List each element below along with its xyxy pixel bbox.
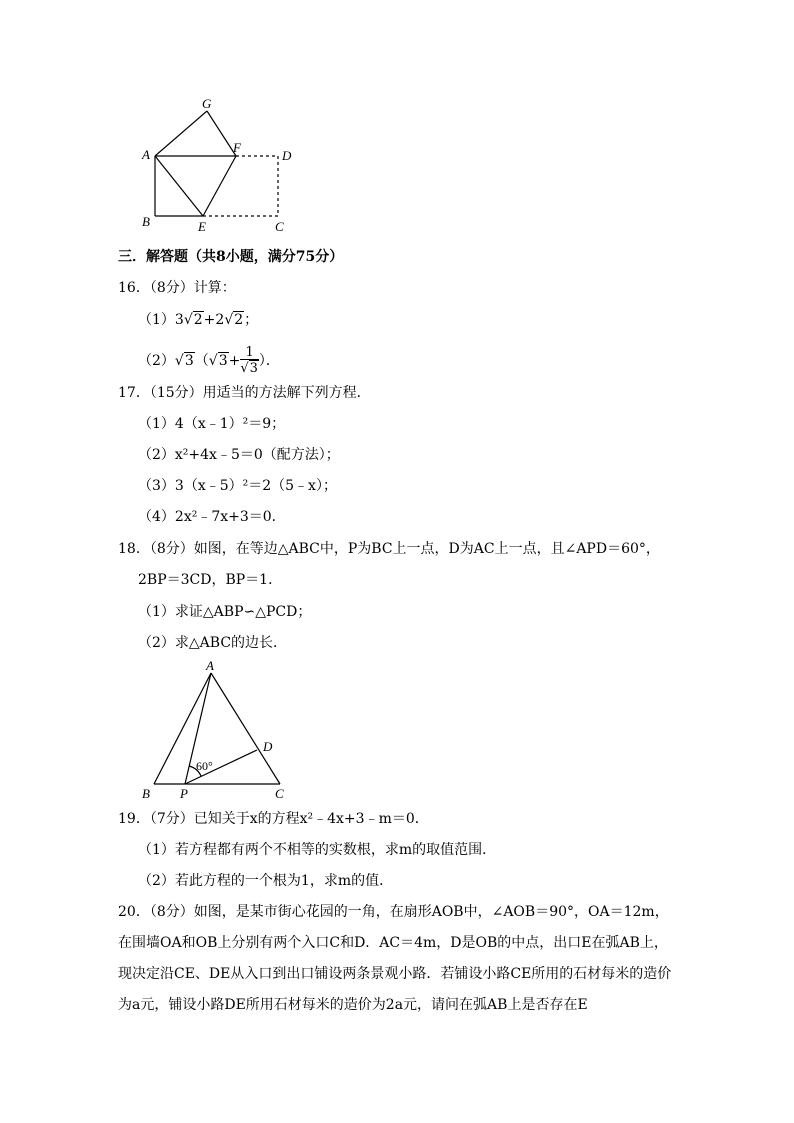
q18-part1: （1）求证△ABP∽△PCD； bbox=[138, 604, 312, 620]
q18-stem-line2: 2BP＝3CD，BP＝1． bbox=[138, 572, 283, 588]
q17-part3: （3）3（x﹣5）²＝2（5﹣x）； bbox=[138, 478, 337, 494]
label-B: B bbox=[142, 214, 150, 229]
label-B: B bbox=[142, 786, 150, 801]
q16-p2-radicand1: 3 bbox=[184, 353, 194, 369]
label-P: P bbox=[180, 786, 188, 801]
label-G: G bbox=[202, 98, 212, 111]
q19-part1: （1）若方程都有两个不相等的实数根，求m的取值范围． bbox=[138, 842, 497, 858]
q20-text: 20．（8分）如图，是某市街心花园的一角，在扇形AOB中，∠AOB＝90°，OA＝12m，在围墙OA和OB上分别有两个入口C和D．AC＝4m，D是OB的中点，出口E在弧AB上，现决定沿CE、DE从入口到出口铺设两条景观小路．若铺设小路CE所用的石材每米的造价为a元，铺设小路DE所用石材每米的造价为2a元，请问在弧AB上是否存在E bbox=[118, 904, 672, 1013]
label-A: A bbox=[142, 147, 150, 162]
q16-p2-radicand2: 3 bbox=[218, 353, 228, 369]
q16-part2: （2）√3（√3+ $\frac{1}{√3}$ ）． bbox=[138, 344, 280, 376]
label-A: A bbox=[206, 658, 214, 673]
figure-equilateral-triangle bbox=[135, 655, 305, 805]
q17-part4: （4）2x²﹣7x+3＝0． bbox=[138, 509, 286, 525]
q17-part1: （1）4（x﹣1）²＝9； bbox=[138, 416, 286, 432]
q19-part2: （2）若此方程的一个根为1，求m的值． bbox=[138, 873, 394, 889]
q18-stem-line1: 18．（8分）如图，在等边△ABC中，P为BC上一点，D为AC上一点，且∠APD＝60°， bbox=[118, 541, 660, 557]
figure-square-rectangle bbox=[135, 98, 305, 238]
label-angle-60: 60° bbox=[196, 759, 213, 773]
q17-stem: 17．（15分）用适当的方法解下列方程． bbox=[118, 385, 371, 401]
q16-stem: 16．（8分）计算： bbox=[118, 280, 236, 296]
section-heading: 三．解答题（共8小题，满分75分） bbox=[118, 249, 344, 265]
q19-stem: 19．（7分）已知关于x的方程x²﹣4x+3﹣m＝0． bbox=[118, 811, 429, 827]
q16-p1-radicand2: 2 bbox=[234, 312, 244, 328]
q16-p1-radicand1: 2 bbox=[193, 312, 203, 328]
q16-p2-fraction: $\frac{1}{√3}$ bbox=[240, 344, 258, 376]
label-E: E bbox=[198, 219, 206, 234]
q16-part1: （1）3√2+2√2； bbox=[138, 312, 259, 328]
q17-part2: （2）x²+4x﹣5＝0（配方法）； bbox=[138, 447, 340, 463]
q18-part2: （2）求△ABC的边长． bbox=[138, 635, 288, 651]
label-D: D bbox=[263, 739, 273, 754]
label-D: D bbox=[282, 148, 292, 163]
label-C: C bbox=[275, 786, 284, 801]
label-C: C bbox=[275, 219, 284, 234]
label-F: F bbox=[233, 140, 241, 155]
